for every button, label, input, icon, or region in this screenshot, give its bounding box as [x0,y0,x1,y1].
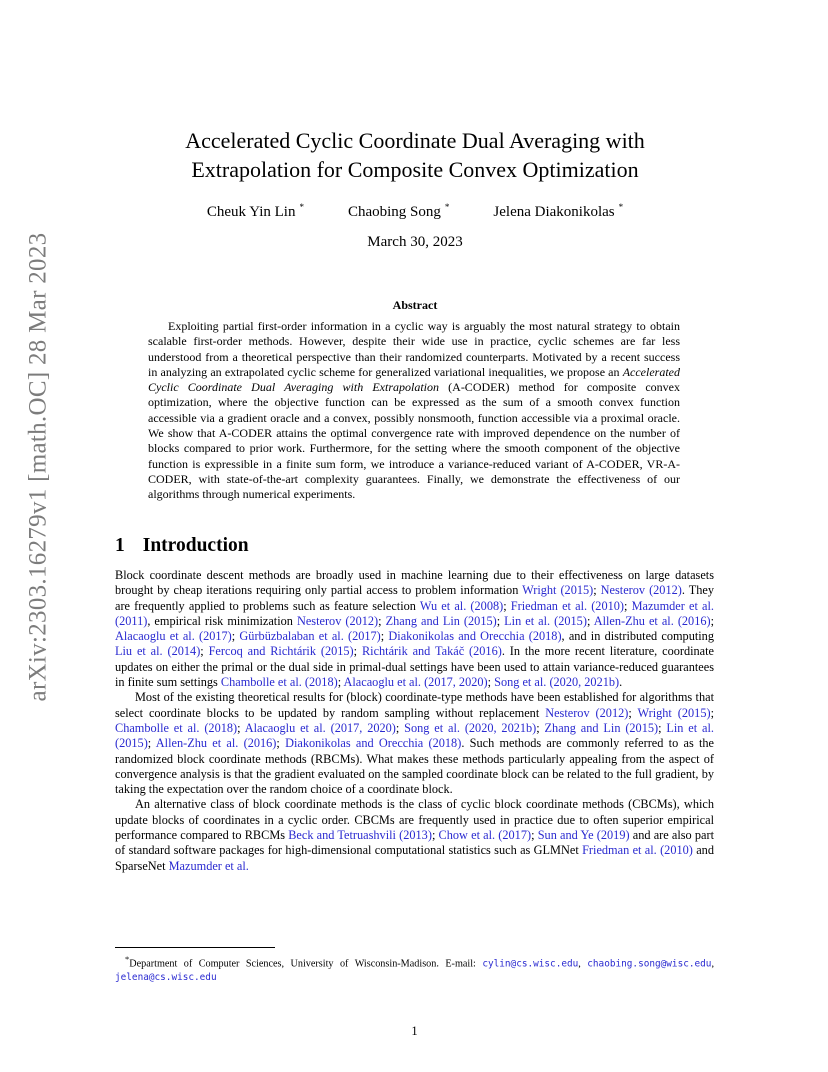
citation-link[interactable]: Nesterov (2012) [545,705,629,720]
author: Cheuk Yin Lin * [206,202,304,220]
citation-link[interactable]: Chow et al. (2017) [438,828,532,843]
footnote: *Department of Computer Sciences, University of Wisconsin-Madison. E-mail: cylin@cs.wisc.edu, chaobing.song@wisc.edu, jelena@cs.wisc.edu [115,954,714,983]
citation-link[interactable]: Allen-Zhu et al. (2016) [593,613,711,628]
author: Chaobing Song * [347,202,450,220]
citation-link[interactable]: Friedman et al. (2010) [510,598,624,613]
page-number: 1 [411,1024,418,1038]
paper-title [115,126,715,184]
footnote-rule [115,947,275,948]
email-link[interactable]: cylin@cs.wisc.edu [482,958,579,970]
citation-link[interactable]: Chambolle et al. (2018) [220,675,338,690]
citation-link[interactable]: Wu et al. (2008) [419,598,504,613]
citation-link[interactable]: Song et al. (2020, 2021b) [404,720,537,735]
author-list [115,202,715,221]
citation-link[interactable]: Nesterov (2012) [600,583,682,598]
arxiv-identifier: arXiv:2303.16279v1 [math.OC] 28 Mar 2023 [24,232,52,702]
citation-link[interactable]: Gürbüzbalaban et al. (2017) [239,629,381,644]
author: Jelena Diakonikolas * [493,202,624,220]
email-link[interactable]: chaobing.song@wisc.edu [587,958,712,970]
email-link[interactable]: jelena@cs.wisc.edu [115,971,217,983]
citation-link[interactable]: Zhang and Lin (2015) [385,613,497,628]
section-number: 1 [115,535,125,556]
footnote-mark: * [125,954,130,964]
section-title: Introduction [142,535,249,556]
citation-link[interactable]: Liu et al. (2014) [115,644,201,659]
citation-link[interactable]: Chambolle et al. (2018) [115,720,238,735]
title-line: Accelerated Cyclic Coordinate Dual Averaging with [185,128,645,153]
citation-link[interactable]: Friedman et al. (2010) [582,843,693,858]
citation-link[interactable]: Song et al. (2020, 2021b) [494,675,620,690]
citation-link[interactable]: Lin et al. (2015) [115,720,714,751]
citation-link[interactable]: Richtárik and Takáč (2016) [361,644,502,659]
paragraph: Most of the existing theoretical results for (block) coordinate-type methods have been established for algorithms that select coordinate blocks to be updated by random sampling without replacement Nesterov (2012); Wright (2015); Chambolle et al. (2018); Alacaoglu et al. (2017, 2020); Song et al. (2020, 2021b); Zhang and Lin (2015); Lin et al. (2015); Allen-Zhu et al. (2016); Diakonikolas and Orecchia (2018). Such methods are commonly referred to as the randomized block coordinate methods (RBCMs). What makes these methods particularly appealing from the aspect of convergence analysis is that the gradient evaluated on the sampled coordinate block can be related to the full gradient, by taking the expectation over the random choice of a coordinate block. [115,690,715,797]
affiliation-mark: * [444,202,450,212]
citation-link[interactable]: Wright (2015) [522,583,594,598]
citation-link[interactable]: Nesterov (2012) [296,613,379,628]
citation-link[interactable]: Mazumder et al. (2011) [115,598,714,628]
paper-date: March 30, 2023 [367,234,463,250]
citation-link[interactable]: Alacaoglu et al. (2017, 2020) [343,675,488,690]
citation-link[interactable]: Beck and Tetruashvili (2013) [288,828,432,843]
title-line: Extrapolation for Composite Convex Optimization [191,157,639,182]
citation-link[interactable]: Zhang and Lin (2015) [544,720,659,735]
paragraph: An alternative class of block coordinate methods is the class of cyclic block coordinate methods (CBCMs), which update blocks of coordinates in a cyclic order. CBCMs are frequently used in practice due to often superior empirical performance compared to RBCMs Beck and Tetruashvili (2013); Chow et al. (2017); Sun and Ye (2019) and are also part of standard software packages for high-dimensional computational statistics such as GLMNet Friedman et al. (2010) and SparseNet Mazumder et al. [115,797,714,873]
abstract-text: Exploiting partial first-order information in a cyclic way is arguably the most natural strategy to obtain scalable first-order methods. However, despite their wide use in practice, cyclic schemes are far less understood from a theoretical perspective than their randomized counterparts. Motivated by a recent success in analyzing an extrapolated cyclic scheme for generalized variational inequalities, we propose an Accelerated Cyclic Coordinate Dual Averaging with Extrapolation (A-CODER) method for composite convex optimization, where the objective function can be expressed as the sum of a smooth convex function accessible via a gradient oracle and a convex, possibly nonsmooth, function accessible via a proximal oracle. We show that A-CODER attains the optimal convergence rate with improved dependence on the number of blocks compared to prior work. Furthermore, for the setting where the smooth component of the objective function is expressible in a finite sum form, we introduce a variance-reduced variant of A-CODER, VR-A-CODER, with state-of-the-art complexity guarantees. Finally, we demonstrate the effectiveness of our algorithms through numerical experiments. [148,319,680,502]
section-heading [115,535,249,557]
abstract-heading: Abstract [392,298,438,312]
citation-link[interactable]: Sun and Ye (2019) [537,828,630,843]
affiliation-mark: * [618,202,624,212]
citation-link[interactable]: Allen-Zhu et al. (2016) [155,736,277,751]
citation-link[interactable]: Wright (2015) [637,705,711,720]
paragraph: Block coordinate descent methods are broadly used in machine learning due to their effectiveness on large datasets brought by cheap iterations requiring only partial access to problem information Wright (2015); Nesterov (2012). They are frequently applied to problems such as feature selection Wu et al. (2008); Friedman et al. (2010); Mazumder et al. (2011), empirical risk minimization Nesterov (2012); Zhang and Lin (2015); Lin et al. (2015); Allen-Zhu et al. (2016); Alacaoglu et al. (2017); Gürbüzbalaban et al. (2017); Diakonikolas and Orecchia (2018), and in distributed computing Liu et al. (2014); Fercoq and Richtárik (2015); Richtárik and Takáč (2016). In the more recent literature, coordinate updates on either the primal or the dual side in primal-dual settings have been used to attain variance-reduced guarantees in finite sum settings Chambolle et al. (2018); Alacaoglu et al. (2017, 2020); Song et al. (2020, 2021b). [115,568,715,690]
citation-link[interactable]: Alacaoglu et al. (2017, 2020) [244,720,396,735]
citation-link[interactable]: Fercoq and Richtárik (2015) [208,644,354,659]
citation-link[interactable]: Lin et al. (2015) [504,613,587,628]
body-text [115,568,714,874]
affiliation-mark: * [299,202,304,212]
citation-link[interactable]: Diakonikolas and Orecchia (2018) [285,736,462,751]
citation-link[interactable]: Alacaoglu et al. (2017) [115,629,232,644]
citation-link[interactable]: Mazumder et al. [168,858,249,873]
citation-link[interactable]: Diakonikolas and Orecchia (2018) [388,629,562,644]
